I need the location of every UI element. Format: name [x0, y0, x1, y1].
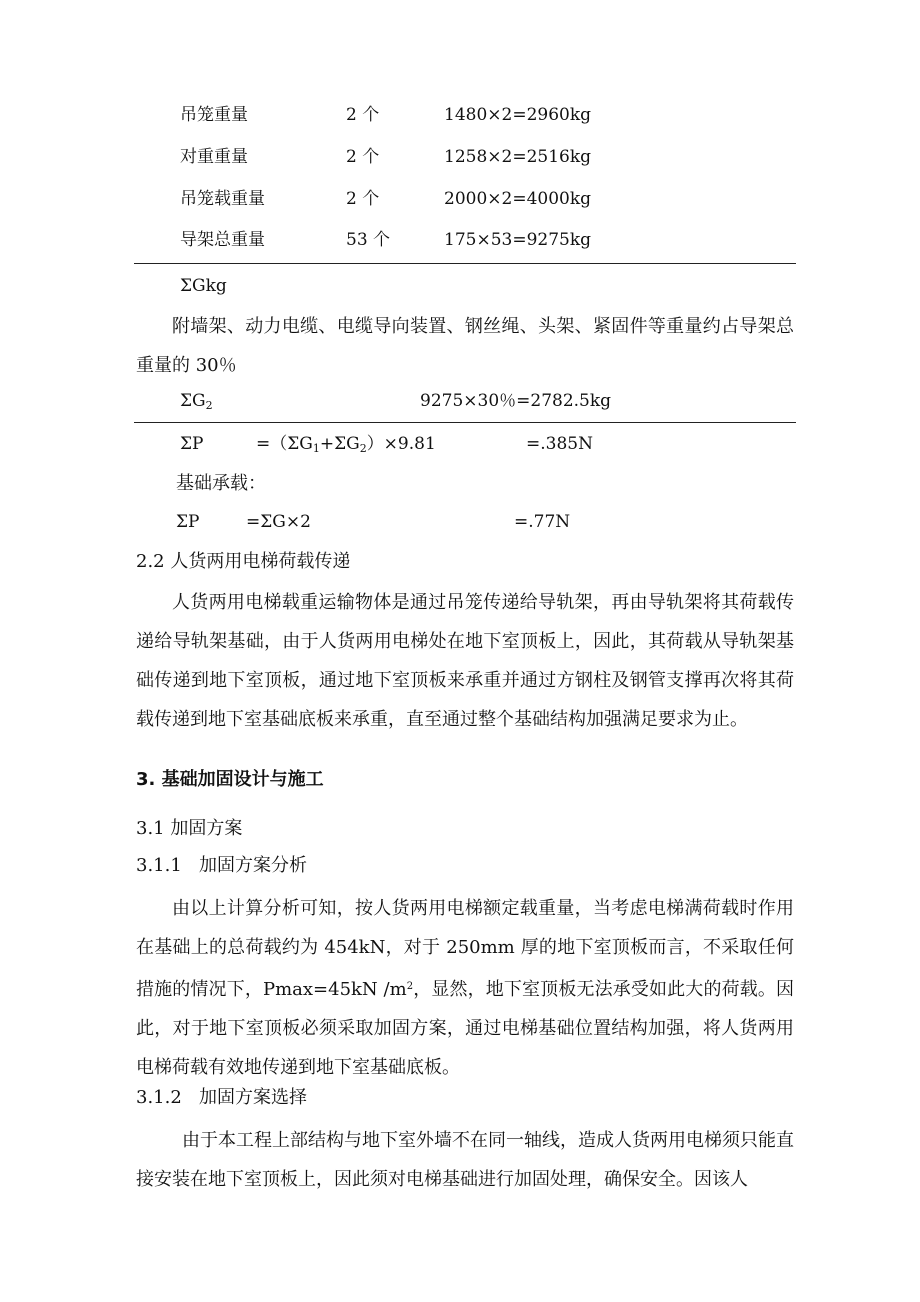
foundation-p-label: ΣP — [176, 512, 200, 532]
sum-g2-symbol: ΣG — [180, 391, 206, 411]
section-heading: 2.2 人货两用电梯荷载传递 — [136, 551, 351, 572]
table-row — [0, 100, 920, 130]
item-count: 2 个 — [346, 105, 380, 125]
sum-p-formula: $=(\Sigma G_1+\Sigma G_2)\times 9.81$ — [256, 434, 436, 455]
section-heading: 3. 基础加固设计与施工 — [136, 769, 324, 790]
item-count: 53 个 — [346, 230, 391, 250]
foundation-p-formula: =ΣG×2 — [246, 512, 311, 532]
item-calc: 2000×2=4000kg — [444, 189, 592, 209]
item-name: 导架总重量 — [180, 230, 265, 250]
item-count: 2 个 — [346, 147, 380, 167]
table-row — [0, 225, 920, 255]
paragraph: 人货两用电梯载重运输物体是通过吊笼传递给导轨架，再由导轨架将其荷载传递给导轨架基础，由于人货两用电梯处在地下室顶板上，因此，其荷载从导轨架基础传递到地下室顶板，通过地下室顶板来承重并通过方钢柱及钢管支撑再次将其荷载传递到地下室基础底板来承重，直至通过整个基础结构加强满足要求为止。 — [136, 592, 794, 730]
divider — [134, 422, 796, 423]
divider — [134, 263, 796, 264]
item-name: 吊笼载重量 — [180, 189, 265, 209]
sum-g2-subscript: 2 — [205, 399, 213, 412]
attach-note: 附墙架、动力电缆、电缆导向装置、钢丝绳、头架、紧固件等重量约占导架总重量的 30％ — [136, 316, 794, 376]
item-calc: 1480×2=2960kg — [444, 105, 592, 125]
sum-g2-label — [180, 388, 213, 419]
item-count: 2 个 — [346, 189, 380, 209]
item-calc: 1258×2=2516kg — [444, 147, 592, 167]
table-row — [0, 184, 920, 214]
table-row — [0, 142, 920, 172]
paragraph: 由于本工程上部结构与地下室外墙不在同一轴线，造成人货两用电梯须只能直接安装在地下室顶板上，因此须对电梯基础进行加固处理，确保安全。因该人 — [136, 1130, 794, 1190]
section-heading: 3.1.2 加固方案选择 — [136, 1087, 307, 1108]
item-calc: 175×53=9275kg — [444, 230, 592, 250]
paragraph: 由以上计算分析可知，按人货两用电梯额定载重量，当考虑电梯满荷载时作用在基础上的总荷载约为 454kN，对于 250mm 厚的地下室顶板而言，不采取任何措施的情况下，Pmax=45kN $/m^2$，显然，地下室顶板无法承受如此大的荷载。因此，对于地下室顶板必须采取加固方案，通过电梯基础位置结构加强，将人货两用电梯荷载有效地传递到地下室基础底板。 — [136, 898, 795, 1078]
sum-p-result: =.385N — [526, 434, 593, 454]
sum-p-label: ΣP — [180, 434, 204, 454]
section-heading: 3.1 加固方案 — [136, 818, 243, 839]
section-heading: 3.1.1 加固方案分析 — [136, 855, 307, 876]
item-name: 吊笼重量 — [180, 105, 248, 125]
foundation-p-result: =.77N — [514, 512, 571, 532]
foundation-load-label: 基础承载： — [176, 473, 266, 494]
item-name: 对重重量 — [180, 147, 248, 167]
sum-g2-value: 9275×30％=2782.5kg — [420, 391, 612, 411]
sum-g-label: ΣGkg — [180, 276, 227, 296]
